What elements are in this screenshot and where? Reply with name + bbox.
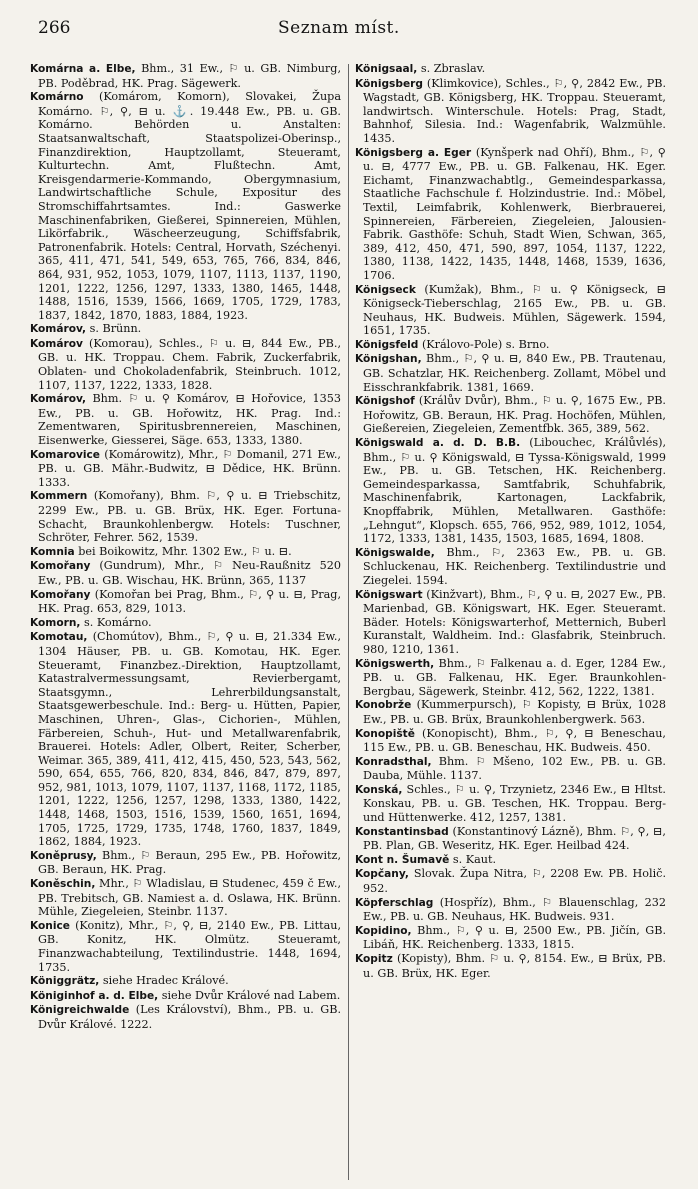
gazetteer-entry [30,630,341,849]
entry-headword: Königswerth, [355,657,435,670]
entry-text: (Kinžvart), Bhm., ⚐, ⚲ u. ⊟, 2027 Ew., PB. Marienbad, GB. Königswart, HK. Eger. Steueramt. Bäder. Hotels: Königswarterhof, Metternich, Buberl Kuranstalt, Waldheim. Ind.: Glasfabrik, Steinbruch. 980, 1210, 1361. [363,587,666,656]
entry-text: (Kummerpursch), ⚐ Kopisty, ⊟ Brüx, 1028 Ew., PB. u. GB. Brüx, Braunkohlenbergwerk. 563. [363,698,666,726]
entry-text: Bhm., ⚐, 2363 Ew., PB. u. GB. Schluckenau, HK. Reichenberg. Textilindustrie und Ziegelei. 1594. [363,545,666,587]
running-title: Seznam míst. [278,18,400,38]
page-header [38,12,674,44]
entry-headword: Komotau, [30,631,88,644]
gazetteer-entry [30,559,341,587]
entry-text: (Hospříz), Bhm., ⚐ Blauenschlag, 232 Ew., PB. u. GB. Neuhaus, HK. Budweis. 931. [363,895,666,924]
gazetteer-entry [30,62,341,90]
entry-headword: Komorn, [30,616,81,629]
entry-text: (Komárom, Komorn), Slovakei, Župa Komárno. ⚐, ⚲, ⊟ u. ⚓. 19.448 Ew., PB. u. GB. Komárno. Behörden u. Anstalten: Staatsanwaltschaft, Staatspolizei-Oberinsp., Finanzdirektion, Hauptzollamt, Steueramt, Kulturtechn. Amt, Flußtechn. Amt, Kreisgendarmerie-Kommando, Obergymnasium, Landwirtschaftliche Schule, Expositur des Stromschiffahrtsamtes. Ind.: Gaswerke Maschinenfabriken, Gießerei, Spinnereien, Mühlen, Likörfabrik., Wäscheerzeugung, Schiffsfabrik, Patronenfabrik. Hotels: Central, Horvath, Széchenyi. 365, 411, 471, 541, 549, 653, 765, 766, 834, 846, 864, 931, 952, 1053, 1079, 1107, 1113, 1137, 1190, 1201, 1222, 1256, 1297, 1333, 1380, 1465, 1448, 1488, 1516, 1539, 1566, 1669, 1705, 1729, 1783, 1837, 1842, 1870, 1883, 1884, 1923. [38,90,341,322]
gazetteer-entry [30,616,341,631]
entry-text: s. Brünn. [89,322,142,336]
entry-headword: Königreichwalde [30,1004,130,1017]
entry-headword: Konopiště [355,727,415,740]
entry-text: siehe Dvůr Králové nad Labem. [161,988,341,1002]
gazetteer-entry [355,755,666,783]
entry-text: siehe Hradec Králové. [102,974,229,988]
entry-headword: Komárna a. Elbe, [30,63,136,75]
entry-text: Bhm., ⚐, ⚲ u. ⊟, 840 Ew., PB. Trautenau, GB. Schatzlar, HK. Reichenberg. Zollamt, Möbel und Eisschrankfabrik. 1381, 1669. [363,352,666,394]
column-divider [348,64,349,1180]
entry-headword: Königsaal, [355,63,418,75]
entry-text: (Královo-Pole) s. Brno. [421,337,550,351]
entry-headword: Königshof [355,395,415,408]
entry-text: (Konopischt), Bhm., ⚐, ⚲, ⊟ Beneschau, 115 Ew., PB. u. GB. Beneschau, HK. Budweis. 450. [363,726,666,755]
gazetteer-entry [355,825,666,853]
gazetteer-entry [355,546,666,588]
entry-headword: Konradsthal, [355,755,432,768]
gazetteer-entry [355,436,666,546]
entry-headword: Königsberg a. Eger [355,146,472,159]
gazetteer-entry [30,90,341,322]
gazetteer-entry [355,338,666,353]
entry-headword: Komárov [30,337,83,350]
gazetteer-entry [355,783,666,825]
gazetteer-entry [30,919,341,974]
entry-headword: Köpferschlag [355,896,434,909]
entry-text: (Konitz), Mhr., ⚐, ⚲, ⊟, 2140 Ew., PB. Littau, GB. Konitz, HK. Olmütz. Steueramt, Finanzwachabteilung, Textilindustrie. 1448, 1694, 1735. [38,918,341,974]
entry-headword: Kommern [30,490,88,503]
entry-text: (Chomútov), Bhm., ⚐, ⚲ u. ⊟, 21.334 Ew., 1304 Häuser, PB. u. GB. Komotau, HK. Eger. Steueramt, Finanzbez.-Direktion, Hauptzollamt, Katastralvermessungsamt, Revierbergamt, Staatsgymn., Lehrerbildungsanstalt, Staatsgewerbeschule. Ind.: Berg- u. Hütten, Papier, Maschinen, Uhren-, Glas-, Cichorien-, Mühlen, Färbereien, Schuh-, Hut- und Metallwarenfabrik, Brauerei. Hotels: Adler, Olbert, Reiter, Scherber, Weimar. 365, 389, 411, 412, 415, 450, 523, 543, 562, 590, 654, 655, 766, 820, 834, 846, 847, 879, 897, 952, 981, 1013, 1079, 1107, 1137, 1168, 1172, 1185, 1201, 1222, 1256, 1257, 1298, 1333, 1380, 1422, 1448, 1468, 1503, 1516, 1539, 1560, 1651, 1694, 1705, 1725, 1729, 1735, 1748, 1760, 1837, 1849, 1862, 1884, 1923. [38,630,341,849]
entry-headword: Komarovice [30,448,100,461]
entry-headword: Konstantinsbad [355,825,449,838]
entry-headword: Königsfeld [355,338,419,351]
gazetteer-entry [355,698,666,726]
entry-text: (Klimkovice), Schles., ⚐, ⚲, 2842 Ew., PB. Wagstadt, GB. Königsberg, HK. Troppau. Steueramt, landwirtsch. Winterschule. Hotels: Prag, Stadt, Bahnhof, Silesia. Ind.: Wagenfabrik, Walzmühle. 1435. [363,76,666,145]
entry-headword: Kont n. Šumavě [355,853,450,866]
entry-headword: Komárno [30,91,84,104]
gazetteer-entry [355,924,666,952]
entry-text: (Komořany), Bhm. ⚐, ⚲ u. ⊟ Triebschitz, 2299 Ew., PB. u. GB. Brüx, HK. Eger. Fortuna-Schacht, Braunkohlenbergw. Hotels: Tuschner, Schröter, Fehrer. 562, 1539. [38,489,341,545]
entry-text: Mhr., ⚐ Wladislau, ⊟ Studenec, 459 č Ew., PB. Trebitsch, GB. Namiest a. d. Oslawa, HK. Brünn. Mühle, Ziegeleien, Steinbr. 1137. [38,877,341,919]
entry-headword: Konice [30,919,70,932]
gazetteer-entry [30,849,341,877]
gazetteer-entry [355,283,666,338]
right-column [355,62,666,1182]
gazetteer-entry [355,394,666,436]
entry-text: (Komárowitz), Mhr., ⚐ Domanil, 271 Ew., PB. u. GB. Mähr.-Budwitz, ⊟ Dědice, HK. Brünn. 1333. [38,447,341,489]
entry-text: (Kynšperk nad Ohří), Bhm., ⚐, ⚲ u. ⊟, 4777 Ew., PB. u. GB. Falkenau, HK. Eger. Eichamt, Finanzwachabtlg., Gemeindesparkassa, Staatliche Fachschule f. Holzindustrie. Ind.: Möbel, Textil, Leimfabrik, Kohlenwerk, Bierbrauerei, Spinnereien, Färbereien, Ziegeleien, Jalousien-Fabrik. Gasthöfe: Schuh, Stadt Wien, Schwan, 365, 389, 412, 450, 471, 590, 897, 1054, 1137, 1222, 1380, 1138, 1422, 1435, 1448, 1468, 1539, 1636, 1706. [363,145,666,282]
gazetteer-entry [30,974,341,989]
gazetteer-entry [355,77,666,146]
gazetteer-entry [30,448,341,490]
entry-text: Bhm. ⚐ Mšeno, 102 Ew., PB. u. GB. Dauba, Mühle. 1137. [363,754,666,783]
entry-text: bei Boikowitz, Mhr. 1302 Ew., ⚐ u. ⊟. [78,544,292,558]
entry-headword: Kopidino, [355,924,412,937]
entry-text: s. Zbraslav. [420,62,486,75]
gazetteer-entry [355,853,666,868]
gazetteer-entry [355,657,666,699]
entry-headword: Königshan, [355,353,422,366]
gazetteer-entry [355,352,666,394]
entry-text: Slovak. Župa Nitra, ⚐, 2208 Ew. PB. Holič. 952. [363,867,666,896]
entry-headword: Koněprusy, [30,849,97,862]
entry-text: (Kumžak), Bhm., ⚐ u. ⚲ Königseck, ⊟ Königseck-Tieberschlag, 2165 Ew., PB. u. GB. Neuhaus, HK. Budweis. Mühlen, Sägewerk. 1594, 1651, 1735. [363,282,666,338]
entry-headword: Kopitz [355,953,393,965]
left-column [30,62,341,1182]
entry-headword: Königswald a. d. D. B.B. [355,437,521,450]
entry-text: s. Komárno. [83,615,152,629]
entry-headword: Koněschin, [30,878,96,891]
entry-headword: Konská, [355,783,403,796]
entry-headword: Königswalde, [355,546,435,559]
gazetteer-entry [30,392,341,447]
gazetteer-entry [355,867,666,895]
entry-headword: Komořany [30,588,91,601]
entry-text: (Králův Dvůr), Bhm., ⚐ u. ⚲, 1675 Ew., PB. Hořowitz, GB. Beraun, HK. Prag. Hochöfen, Mühlen, Gießereien, Ziegeleien, Zementfbk. 365, 389, 562. [363,394,666,436]
entry-text: (Komořan bei Prag, Bhm., ⚐, ⚲ u. ⊟, Prag, HK. Prag. 653, 829, 1013. [38,587,341,616]
entry-text: Bhm. ⚐ u. ⚲ Komárov, ⊟ Hořovice, 1353 Ew., PB. u. GB. Hořowitz, HK. Prag. Ind.: Zementwaren, Spiritusbrennereien, Maschinen, Eisenwerke, Giesserei, Säge. 653, 1333, 1380. [38,392,341,448]
gazetteer-entry [355,727,666,755]
gazetteer-entry [355,588,666,657]
entry-text: (Konstantinový Lázně), Bhm. ⚐, ⚲, ⊟, PB. Plan, GB. Weseritz, HK. Eger. Heilbad 424. [363,824,666,853]
gazetteer-entry [355,896,666,924]
entry-headword: Komárov, [30,323,87,336]
gazetteer-entry [355,146,666,283]
gazetteer-entry [30,588,341,616]
entry-text: (Libouchec, Králůvlés), Bhm., ⚐ u. ⚲ Königswald, ⊟ Tyssa-Königswald, 1999 Ew., PB. u. GB. Tetschen, HK. Reichenberg. Gemeindesparkassa, Samtfabrik, Schuhfabrik, Maschinenfabrik, Kartonagen, Lackfabrik, Knopffabrik, Mühlen, Metallwaren. Gasthöfe: „Lehngut“, Klopsch. 655, 766, 952, 989, 1012, 1054, 1172, 1333, 1381, 1435, 1503, 1685, 1694, 1808. [363,436,666,546]
entry-headword: Königswart [355,588,423,601]
entry-headword: Königgrätz, [30,975,100,988]
gazetteer-entry [30,989,341,1004]
entry-headword: Kopčany, [355,868,409,881]
gazetteer-entry [30,322,341,337]
entry-text: Bhm., 31 Ew., ⚐ u. GB. Nimburg, PB. Poděbrad, HK. Prag. Sägewerk. [38,62,341,90]
entry-headword: Königsberg [355,77,423,90]
entry-text: Schles., ⚐ u. ⚲, Trzynietz, 2346 Ew., ⊟ Hltst. Konskau, PB. u. GB. Teschen, HK. Troppau. Berg- und Hüttenwerke. 412, 1257, 1381. [363,782,666,825]
entry-headword: Konobrže [355,699,412,712]
page-number: 266 [38,18,71,38]
entry-text: (Kopisty), Bhm. ⚐ u. ⚲, 8154. Ew., ⊟ Brüx, PB. u. GB. Brüx, HK. Eger. [363,952,666,980]
entry-text: s. Kaut. [452,852,497,866]
gazetteer-entry [30,877,341,919]
gazetteer-entry [355,952,666,980]
entry-headword: Komořany [30,560,91,573]
entry-text: (Les Království), Bhm., PB. u. GB. Dvůr Králové. 1222. [38,1003,341,1031]
entry-text: (Komorau), Schles., ⚐ u. ⊟, 844 Ew., PB., GB. u. HK. Troppau. Chem. Fabrik, Zuckerfabrik, Oblaten- und Chokoladenfabrik, Steinbruch. 1012, 1107, 1137, 1222, 1333, 1828. [38,336,341,392]
gazetteer-entry [30,1003,341,1031]
entry-text: Bhm., ⚐ Falkenau a. d. Eger, 1284 Ew., PB. u. GB. Falkenau, HK. Eger. Braunkohlen-Bergbau, Sägewerk, Steinbr. 412, 562, 1222, 1381. [363,656,666,698]
entry-headword: Königseck [355,283,416,296]
entry-headword: Komárov, [30,393,87,406]
gazetteer-entry [30,489,341,544]
gazetteer-entry [355,62,666,77]
gazetteer-entry [30,337,341,392]
entry-text: Bhm., ⚐, ⚲ u. ⊟, 2500 Ew., PB. Jičín, GB. Libáň, HK. Reichenberg. 1333, 1815. [363,923,666,952]
entry-headword: Komnia [30,545,75,558]
entry-headword: Königinhof a. d. Elbe, [30,989,159,1002]
entry-text: Bhm., ⚐ Beraun, 295 Ew., PB. Hořowitz, GB. Beraun, HK. Prag. [38,848,341,877]
entry-text: (Gundrum), Mhr., ⚐ Neu-Raußnitz 520 Ew., PB. u. GB. Wischau, HK. Brünn, 365, 1137 [38,559,341,587]
gazetteer-entry [30,545,341,560]
